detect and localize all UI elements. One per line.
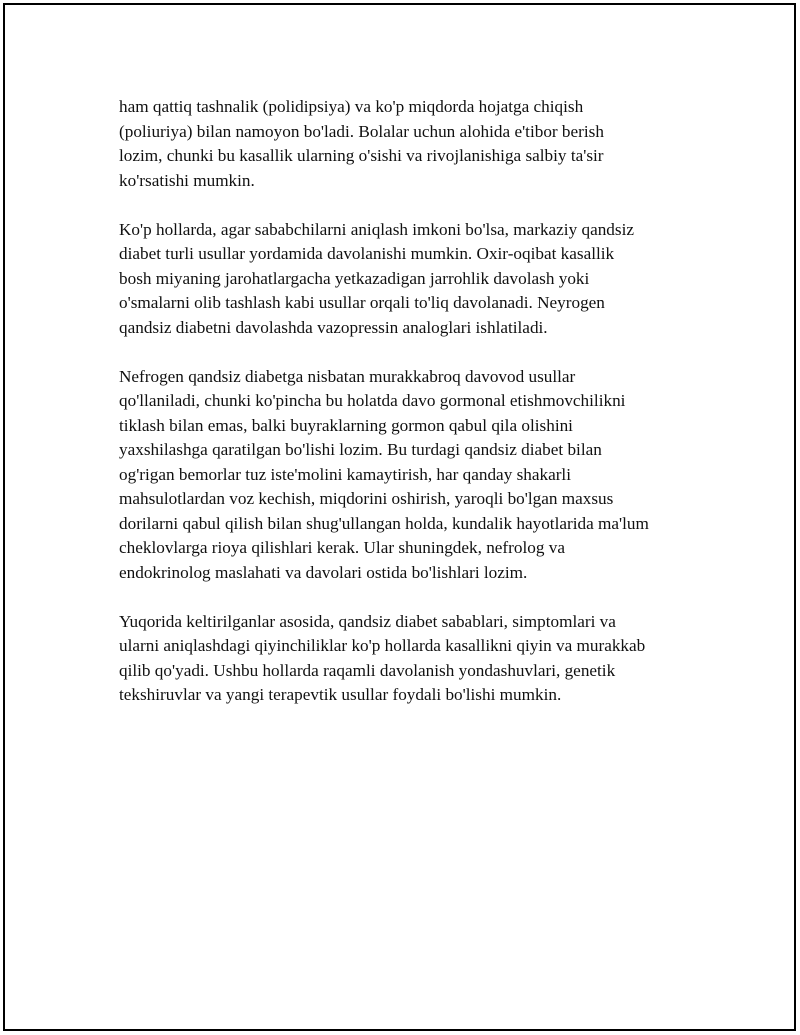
document-page xyxy=(3,3,796,1031)
document-body xyxy=(119,95,699,732)
paragraph-4: Yuqorida keltirilganlar asosida, qandsiz diabet sabablari, simptomlari va ularni aniqlashdagi qiyinchiliklar ko'p hollarda kasallikni qiyin va murakkab qilib qo'yadi. Ushbu hollarda raqamli davolanish yondashuvlari, genetik tekshiruvlar va yangi terapevtik usullar foydali bo'lishi mumkin. xyxy=(119,611,646,704)
paragraph-2: Ko'p hollarda, agar sababchilarni aniqlash imkoni bo'lsa, markaziy qandsiz diabet turli usullar yordamida davolanishi mumkin. Oxir-oqibat kasallik bosh miyaning jarohatlargacha yetkazadigan jarrohlik davolash yoki o'smalarni olib tashlash kabi usullar orqali to'liq davolanadi. Neyrogen qandsiz diabetni davolashda vazopressin analoglari ishlatiladi. xyxy=(119,219,634,337)
paragraph-1: ham qattiq tashnalik (polidipsiya) va ko'p miqdorda hojatga chiqish (poliuriya) bilan namoyon bo'ladi. Bolalar uchun alohida e'tibor berish lozim, chunki bu kasallik ularning o'sishi va rivojlanishiga salbiy ta'sir ko'rsatishi mumkin. xyxy=(119,97,604,190)
paragraph-3: Nefrogen qandsiz diabetga nisbatan murakkabroq davovod usullar qo'llaniladi, chunki ko'pincha bu holatda davo gormonal etishmovchilikni tiklash bilan emas, balki buyraklarning gormon qabul qila olishini yaxshilashga qaratilgan bo'lishi lozim. Bu turdagi qandsiz diabet bilan og'rigan bemorlar tuz iste'molini kamaytirish, har qanday shakarli mahsulotlardan voz kechish, miqdorini oshirish, yaroqli bo'lgan maxsus dorilarni qabul qilish bilan shug'ullangan holda, kundalik hayotlarida ma'lum cheklovlarga rioya qilishlari kerak. Ular shuningdek, nefrolog va endokrinolog maslahati va davolari ostida bo'lishlari lozim. xyxy=(119,366,649,582)
